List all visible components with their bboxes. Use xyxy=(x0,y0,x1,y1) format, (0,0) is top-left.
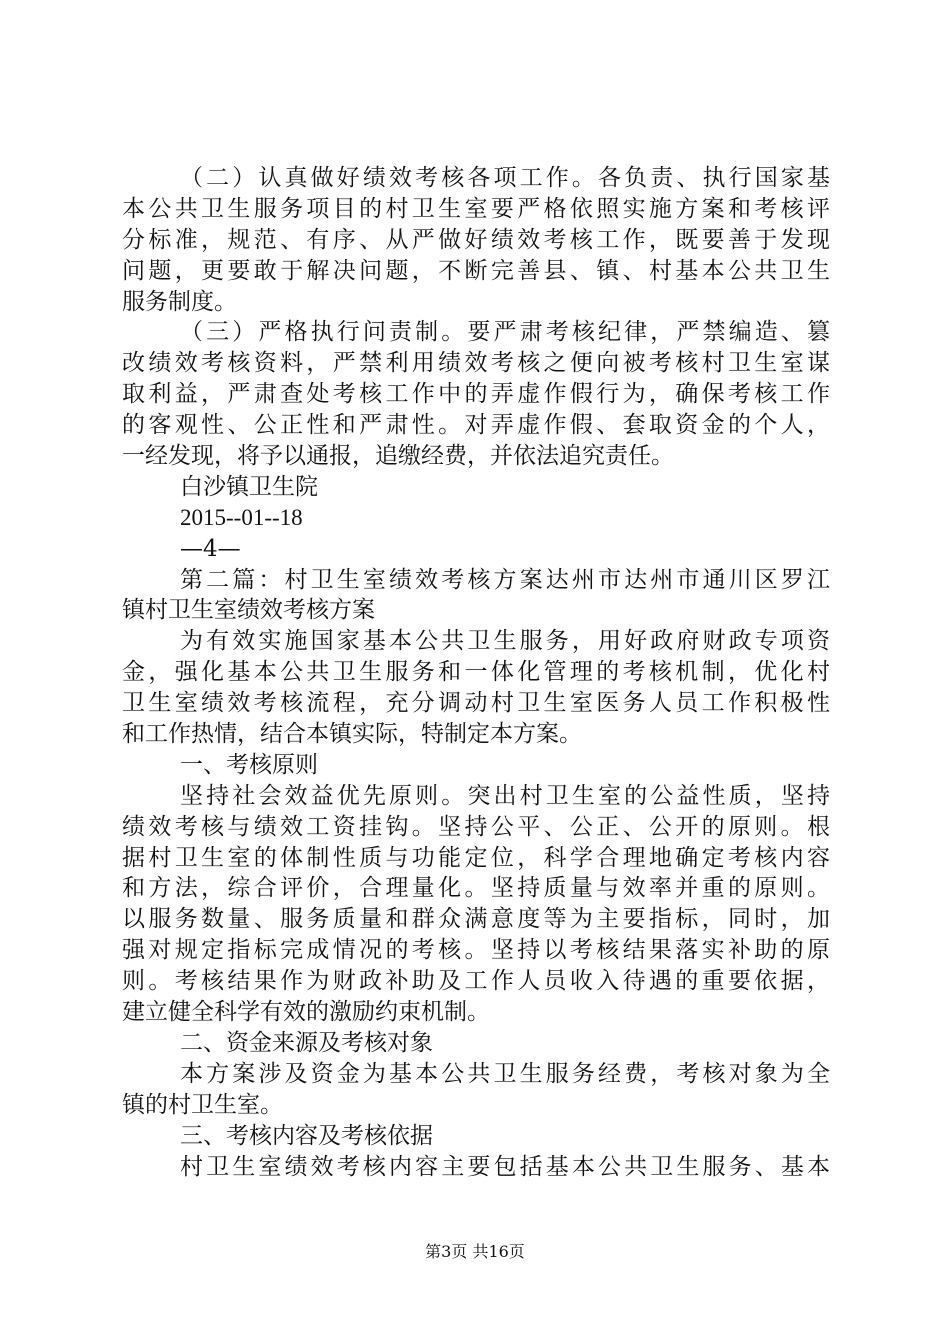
text-line: —4— xyxy=(180,535,241,562)
text-line: 第二篇：村卫生室绩效考核方案达州市达州市通川区罗江 xyxy=(180,566,830,593)
text-line: 2015--01--18 xyxy=(180,504,303,530)
text-line: 白沙镇卫生院 xyxy=(180,473,318,500)
text-line: 的客观性、公正性和严肃性。对弄虚作假、套取资金的个人， xyxy=(122,412,830,439)
text-line: （二）认真做好绩效考核各项工作。各负责、执行国家基 xyxy=(180,165,830,191)
text-line: 卫生室绩效考核流程，充分调动村卫生室医务人员工作积极性 xyxy=(122,690,830,717)
text-line: 一经发现，将予以通报，追缴经费，并依法追究责任。 xyxy=(122,443,674,470)
document-body xyxy=(122,163,830,1182)
text-line: （三）严格执行问责制。要严肃考核纪律，严禁编造、篡 xyxy=(180,319,830,346)
text-line: 改绩效考核资料，严禁利用绩效考核之便向被考核村卫生室谋 xyxy=(122,350,830,377)
text-line: 服务制度。 xyxy=(122,288,237,315)
text-line: 本方案涉及资金为基本公共卫生服务经费，考核对象为全 xyxy=(180,1060,830,1087)
text-line: 三、考核内容及考核依据 xyxy=(180,1122,433,1149)
text-line: 绩效考核与绩效工资挂钩。坚持公平、公正、公开的原则。根 xyxy=(122,813,830,840)
text-line: 以服务数量、服务质量和群众满意度等为主要指标，同时，加 xyxy=(122,906,830,933)
text-line: 和方法，综合评价，合理量化。坚持质量与效率并重的原则。 xyxy=(122,875,830,902)
text-line: 为有效实施国家基本公共卫生服务，用好政府财政专项资 xyxy=(180,628,830,655)
text-line: 一、考核原则 xyxy=(180,751,318,778)
text-line: 和工作热情，结合本镇实际，特制定本方案。 xyxy=(122,721,582,748)
text-line: 则。考核结果作为财政补助及工作人员收入待遇的重要依据， xyxy=(122,968,830,995)
text-line: 取利益，严肃查处考核工作中的弄虚作假行为，确保考核工作 xyxy=(122,381,830,408)
text-line: 强对规定指标完成情况的考核。坚持以考核结果落实补助的原 xyxy=(122,937,830,964)
text-line: 坚持社会效益优先原则。突出村卫生室的公益性质，坚持 xyxy=(180,782,830,809)
text-line: 本公共卫生服务项目的村卫生室要严格依照实施方案和考核评 xyxy=(122,195,830,222)
text-line: 分标准，规范、有序、从严做好绩效考核工作，既要善于发现 xyxy=(122,226,830,253)
text-line: 金，强化基本公共卫生服务和一体化管理的考核机制，优化村 xyxy=(122,659,830,686)
text-line: 镇的村卫生室。 xyxy=(122,1091,283,1118)
text-line: 据村卫生室的体制性质与功能定位，科学合理地确定考核内容 xyxy=(122,844,830,871)
text-line: 建立健全科学有效的激励约束机制。 xyxy=(122,999,490,1026)
text-line: 镇村卫生室绩效考核方案 xyxy=(122,597,375,624)
page-footer: 第3页 共16页 xyxy=(425,1242,525,1261)
text-line: 村卫生室绩效考核内容主要包括基本公共卫生服务、基本 xyxy=(180,1153,830,1180)
text-line: 问题，更要敢于解决问题，不断完善县、镇、村基本公共卫生 xyxy=(122,257,830,284)
text-line: 二、资金来源及考核对象 xyxy=(180,1029,433,1056)
